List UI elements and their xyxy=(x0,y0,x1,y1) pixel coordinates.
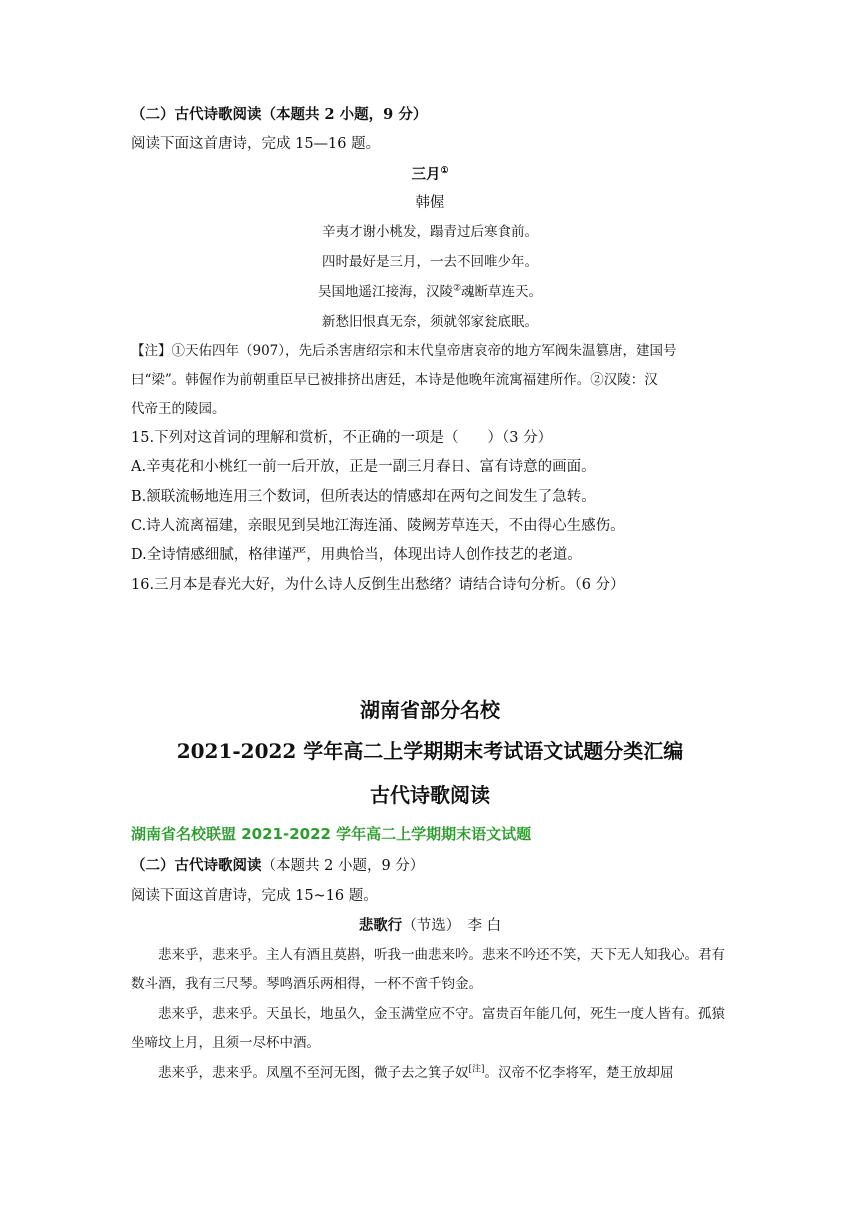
option-b: B.颔联流畅地连用三个数词，但所表达的情感却在两句之间发生了急转。 xyxy=(131,489,596,505)
compilation-title-2: 2021-2022 学年高二上学期期末考试语文试题分类汇编 xyxy=(176,739,684,763)
instruction-text: 阅读下面这首唐诗，完成 15~16 题。 xyxy=(131,888,378,904)
poem-paragraph: 悲来乎，悲来乎。主人有酒且莫斟，听我一曲悲来吟。悲来不吟还不笑，天下无人知我心。君有数斗酒，我有三尺琴。琴鸣酒乐两相得，一杯不啻千钧金。 xyxy=(131,947,725,992)
footnote-marker: ① xyxy=(440,166,449,177)
footnote-marker: ② xyxy=(452,283,462,294)
footnote-marker: [注] xyxy=(468,1064,485,1075)
question-16: 16.三月本是春光大好，为什么诗人反倒生出愁绪？请结合诗句分析。（6 分） xyxy=(131,577,625,593)
option-c: C.诗人流离福建，亲眼见到吴地江海连涌、陵阙芳草连天，不由得心生感伤。 xyxy=(131,518,625,534)
note-line: 【注】①天佑四年（907），先后杀害唐绍宗和末代皇帝唐哀帝的地方军阀朱温篡唐，建国号 xyxy=(131,343,677,359)
poem-title: 悲歌行（节选） 李 白 xyxy=(358,917,502,934)
note-line: 代帝王的陵园。 xyxy=(131,401,226,417)
compilation-title-1: 湖南省部分名校 xyxy=(360,698,500,722)
poem-author: 韩偓 xyxy=(415,195,445,211)
poem-line: 四时最好是三月，一去不回唯少年。 xyxy=(322,254,538,270)
poem-line: 辛夷才谢小桃发，蹋青过后寒食前。 xyxy=(322,224,538,240)
compilation-title-3: 古代诗歌阅读 xyxy=(370,783,490,807)
poem-paragraph: 悲来乎，悲来乎。天虽长，地虽久，金玉满堂应不守。富贵百年能几何，死生一度人皆有。孤猿坐啼坟上月，且须一尽杯中酒。 xyxy=(131,1006,725,1051)
section-heading: （二）古代诗歌阅读（本题共 2 小题，9 分） xyxy=(131,857,425,874)
poem-line: 新愁旧恨真无奈，须就邻家瓮底眠。 xyxy=(322,314,538,330)
section-heading: （二）古代诗歌阅读（本题共 2 小题，9 分） xyxy=(131,106,428,123)
source-heading: 湖南省名校联盟 2021-2022 学年高二上学期期末语文试题 xyxy=(131,825,532,843)
poem-title: 三月① xyxy=(411,166,449,183)
poem-line: 吴国地遥江接海，汉陵②魂断草连天。 xyxy=(317,283,543,300)
instruction-text: 阅读下面这首唐诗，完成 15—16 题。 xyxy=(131,136,381,152)
question-15: 15.下列对这首词的理解和赏析，不正确的一项是（ ）（3 分） xyxy=(131,430,553,446)
option-d: D.全诗情感细腻，格律谨严，用典恰当，体现出诗人创作技艺的老道。 xyxy=(131,547,582,563)
option-a: A.辛夷花和小桃红一前一后开放，正是一副三月春日、富有诗意的画面。 xyxy=(131,459,596,475)
poem-paragraph: 悲来乎，悲来乎。凤凰不至河无图，微子去之箕子奴[注]。汉帝不忆李将军，楚王放却屈 xyxy=(158,1064,674,1081)
note-line: 曰“梁”。韩偓作为前朝重臣早已被排挤出唐廷，本诗是他晚年流寓福建所作。②汉陵：汉 xyxy=(131,372,658,388)
